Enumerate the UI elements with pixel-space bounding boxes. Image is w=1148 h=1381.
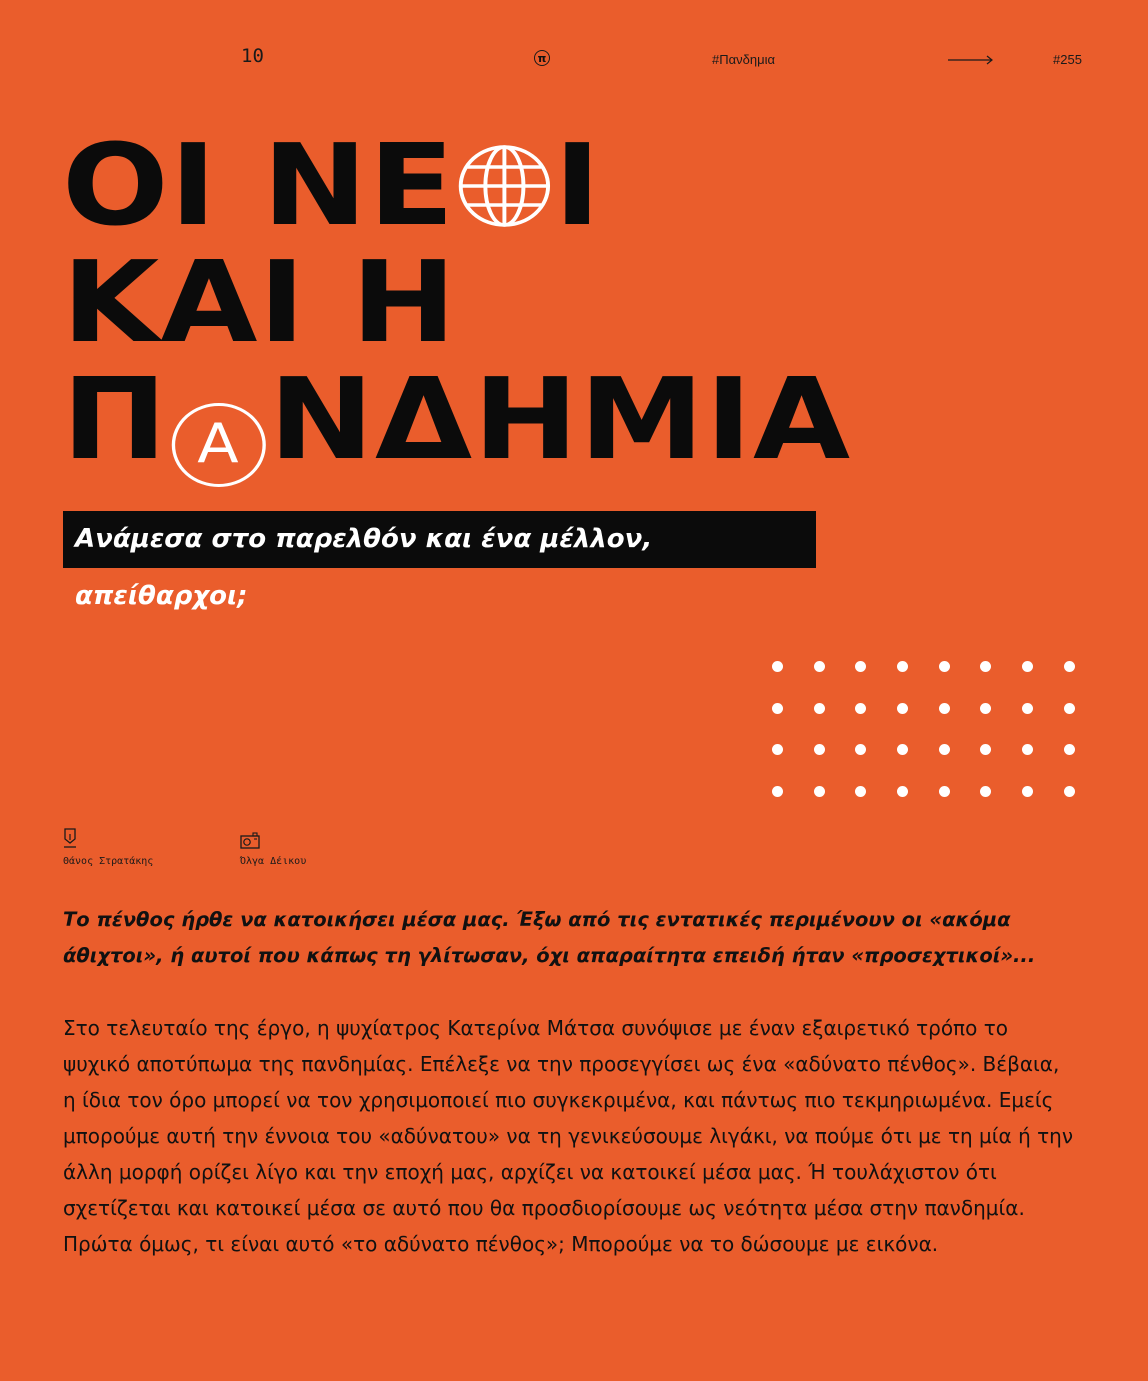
headline-text: Ι <box>553 121 602 251</box>
decorative-dot <box>1022 703 1033 714</box>
headline-text: ΝΔΗΜΙΑ <box>268 355 852 485</box>
decorative-dot <box>814 661 825 672</box>
pen-nib-icon <box>63 828 83 850</box>
decorative-dot <box>814 786 825 797</box>
decorative-dot <box>980 786 991 797</box>
decorative-dot <box>939 744 950 755</box>
decorative-dot <box>1022 661 1033 672</box>
pi-logo-icon[interactable]: π <box>534 50 550 66</box>
body-paragraph: Στο τελευταίο της έργο, η ψυχίατρος Κατερίνα Μάτσα συνόψισε με έναν εξαιρετικό τρόπο το ψυχικό αποτύπωμα της πανδημίας. Επέλεξε να την προσεγγίσει ως ένα «αδύνατο πένθος». Βέβαια, η ίδια τον όρο μπορεί να τον χρησιμοποιεί πιο συγκεκριμένα, και πάντως πιο τεκμηριωμένα. Εμείς μπορούμε αυτή την έννοια του «αδύνατου» να τη γενικεύσουμε λιγάκι, να πούμε ότι με τη μία ή την άλλη μορφή ορίζει λίγο και την εποχή μας, αρχίζει να κατοικεί μέσα μας. Ή τουλάχιστον ότι σχετίζεται και κατοικεί μέσα σε αυτό που θα προσδιορίσουμε ως νεότητα μέσα στην πανδημία. Πρώτα όμως, τι είναι αυτό «το αδύνατο πένθος»; Μπορούμε να το δώσουμε με εικόνα. <box>63 1016 1073 1256</box>
page-number: 10 <box>241 45 264 67</box>
issue-number: #255 <box>1053 52 1082 67</box>
decorative-dot <box>939 786 950 797</box>
headline-line-1 <box>62 121 851 251</box>
decorative-dot <box>1064 744 1075 755</box>
subtitle-text: Ανάμεσα στο παρελθόν και ένα μέλλον, απείθαρχοι; <box>75 524 653 611</box>
arrow-right-icon[interactable] <box>948 52 994 68</box>
decorative-dot <box>1064 703 1075 714</box>
decorative-dot <box>1022 744 1033 755</box>
decorative-dot <box>939 703 950 714</box>
decorative-dot <box>980 744 991 755</box>
decorative-dot <box>1064 661 1075 672</box>
ringed-letter: Α <box>171 403 265 487</box>
headline-line-3 <box>62 355 852 485</box>
photographer-credit <box>240 828 306 867</box>
decorative-dot <box>897 661 908 672</box>
globe-icon <box>458 144 552 228</box>
camera-icon <box>240 828 260 850</box>
decorative-dot <box>939 661 950 672</box>
headline-line-2: ΚΑΙ Η <box>62 238 458 368</box>
writer-name: Θάνος Στρατάκης <box>63 856 154 867</box>
writer-credit <box>63 828 153 867</box>
decorative-dot <box>897 703 908 714</box>
lead-paragraph: Το πένθος ήρθε να κατοικήσει μέσα μας. Έξω από τις εντατικές περιμένουν οι «ακόμα άθιχτοι», ή αυτοί που κάπως τη γλίτωσαν, όχι απαραίτητα επειδή ήταν «προσεχτικοί»... <box>63 908 1036 967</box>
decorative-dot <box>772 786 783 797</box>
headline-text: ΟΙ ΝΕ <box>62 121 456 251</box>
decorative-dot <box>814 744 825 755</box>
decorative-dot <box>897 744 908 755</box>
section-tag-link[interactable]: #Πανδημια <box>712 52 775 67</box>
decorative-dot <box>1022 786 1033 797</box>
photographer-name: Όλγα Δέικου <box>240 856 307 867</box>
decorative-dot <box>772 703 783 714</box>
decorative-dot <box>855 744 866 755</box>
decorative-dot <box>855 703 866 714</box>
decorative-dot <box>772 744 783 755</box>
decorative-dot <box>1064 786 1075 797</box>
headline <box>62 121 852 485</box>
headline-text: Π <box>62 355 169 485</box>
decorative-dot-grid <box>772 661 1076 798</box>
decorative-dot <box>855 661 866 672</box>
decorative-dot <box>980 703 991 714</box>
decorative-dot <box>855 786 866 797</box>
subtitle-banner <box>63 511 816 611</box>
decorative-dot <box>772 661 783 672</box>
decorative-dot <box>980 661 991 672</box>
decorative-dot <box>814 703 825 714</box>
decorative-dot <box>897 786 908 797</box>
